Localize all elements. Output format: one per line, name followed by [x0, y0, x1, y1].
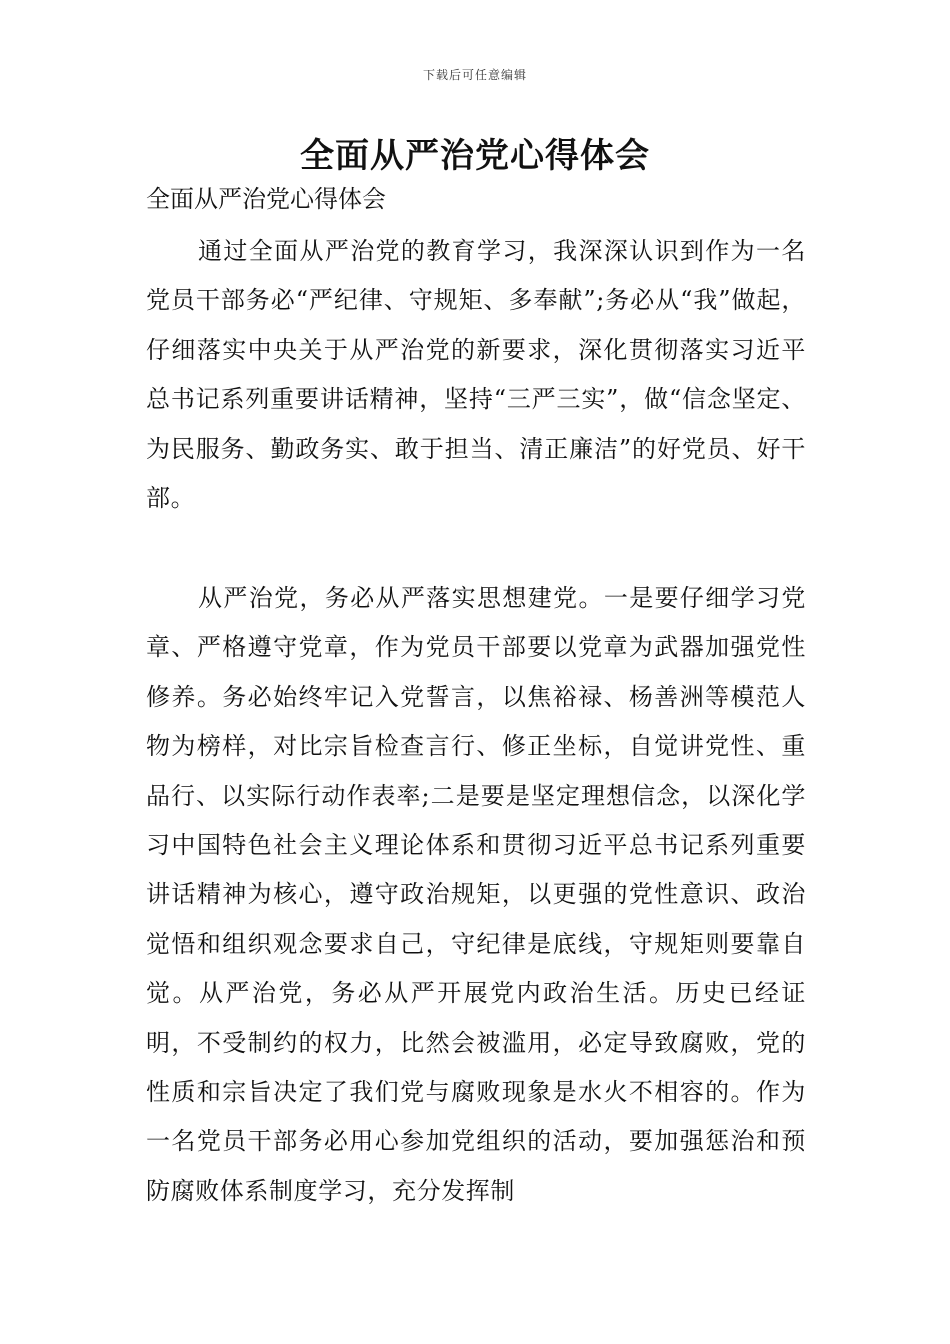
body-paragraph: 从严治党，务必从严落实思想建党。一是要仔细学习党章、严格遵守党章，作为党员干部要以党章为武器加强党性修养。务必始终牢记入党誓言，以焦裕禄、杨善洲等模范人物为榜样，对比宗旨检查言行、修正坐标，自觉讲党性、重品行、以实际行动作表率;二是要是坚定理想信念，以深化学习中国特色社会主义理论体系和贯彻习近平总书记系列重要讲话精神为核心，遵守政治规矩，以更强的党性意识、政治觉悟和组织观念要求自己，守纪律是底线，守规矩则要靠自觉。从严治党，务必从严开展党内政治生活。历史已经证明，不受制约的权力，比然会被滥用，必定导致腐败，党的性质和宗旨决定了我们党与腐败现象是水火不相容的。作为一名党员干部务必用心参加党组织的活动，要加强惩治和预防腐败体系制度学习，充分发挥制	[146, 584, 806, 1205]
body-paragraph: 通过全面从严治党的教育学习，我深深认识到作为一名党员干部务必“严纪律、守规矩、多奉献”;务必从“我”做起，仔细落实中央关于从严治党的新要求，深化贯彻落实习近平总书记系列重要讲话精神，坚持“三严三实”，做“信念坚定、为民服务、勤政务实、敢于担当、清正廉洁”的好党员、好干部。	[146, 237, 806, 513]
page-header-note: 下载后可任意编辑	[422, 68, 527, 82]
document-title: 全面从严治党心得体会	[300, 136, 650, 176]
document-subtitle: 全面从严治党心得体会	[146, 185, 386, 213]
